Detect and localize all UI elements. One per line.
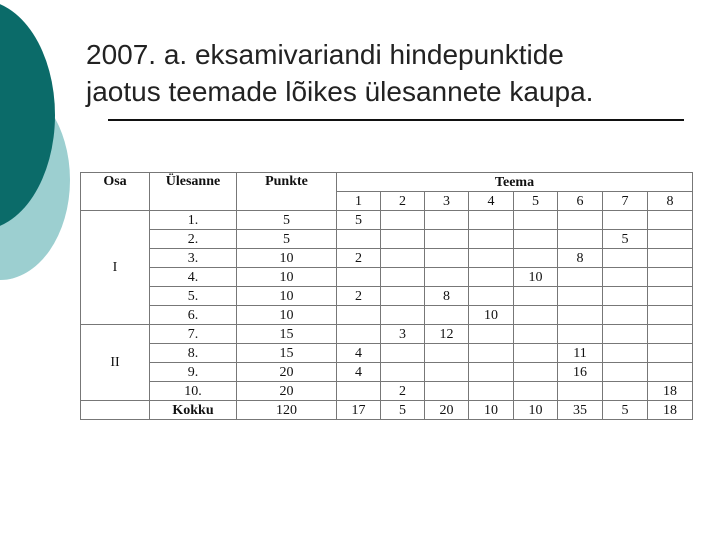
points-cell: 5 bbox=[237, 211, 337, 230]
task-cell: 4. bbox=[150, 268, 237, 287]
teema-cell bbox=[603, 249, 648, 268]
teema-cell bbox=[425, 382, 469, 401]
header-row bbox=[81, 173, 693, 192]
teema-cell bbox=[514, 382, 558, 401]
table-row bbox=[81, 306, 693, 325]
teema-cell bbox=[425, 344, 469, 363]
teema-cell bbox=[603, 287, 648, 306]
task-cell: 6. bbox=[150, 306, 237, 325]
total-teema-cell: 5 bbox=[603, 401, 648, 420]
teema-cell bbox=[558, 382, 603, 401]
teema-cell bbox=[381, 363, 425, 382]
teema-cell bbox=[425, 363, 469, 382]
task-cell: 8. bbox=[150, 344, 237, 363]
teema-cell bbox=[648, 211, 693, 230]
table-row bbox=[81, 249, 693, 268]
header-osa: Osa bbox=[81, 173, 150, 211]
table-row bbox=[81, 211, 693, 230]
teema-cell: 8 bbox=[425, 287, 469, 306]
teema-cell: 5 bbox=[337, 211, 381, 230]
teema-cell bbox=[603, 268, 648, 287]
points-cell: 20 bbox=[237, 382, 337, 401]
teema-number: 5 bbox=[514, 192, 558, 211]
teema-cell bbox=[469, 382, 514, 401]
teema-cell bbox=[381, 287, 425, 306]
total-label: Kokku bbox=[150, 401, 237, 420]
task-cell: 5. bbox=[150, 287, 237, 306]
points-cell: 10 bbox=[237, 268, 337, 287]
title-divider bbox=[108, 119, 684, 121]
teema-cell bbox=[514, 287, 558, 306]
total-teema-cell: 17 bbox=[337, 401, 381, 420]
header-ylesanne: Ülesanne bbox=[150, 173, 237, 211]
teema-cell bbox=[425, 230, 469, 249]
header-punkte: Punkte bbox=[237, 173, 337, 211]
osa-cell: I bbox=[81, 211, 150, 325]
total-teema-cell: 20 bbox=[425, 401, 469, 420]
teema-cell bbox=[469, 268, 514, 287]
teema-cell: 2 bbox=[337, 249, 381, 268]
teema-cell: 2 bbox=[381, 382, 425, 401]
points-cell: 10 bbox=[237, 287, 337, 306]
teema-cell bbox=[425, 268, 469, 287]
slide-title bbox=[86, 36, 706, 110]
teema-cell bbox=[337, 325, 381, 344]
teema-cell bbox=[603, 325, 648, 344]
total-teema-cell: 18 bbox=[648, 401, 693, 420]
teema-cell bbox=[514, 249, 558, 268]
teema-cell bbox=[381, 344, 425, 363]
teema-cell bbox=[469, 249, 514, 268]
teema-cell bbox=[603, 382, 648, 401]
teema-cell bbox=[425, 306, 469, 325]
teema-number: 3 bbox=[425, 192, 469, 211]
teema-cell bbox=[603, 306, 648, 325]
teema-cell bbox=[381, 230, 425, 249]
teema-cell bbox=[425, 249, 469, 268]
teema-cell bbox=[558, 230, 603, 249]
teema-cell bbox=[648, 249, 693, 268]
points-cell: 15 bbox=[237, 325, 337, 344]
total-blank-cell bbox=[81, 401, 150, 420]
title-line-2: jaotus teemade lõikes ülesannete kaupa. bbox=[86, 76, 594, 107]
teema-cell: 10 bbox=[469, 306, 514, 325]
total-teema-cell: 10 bbox=[514, 401, 558, 420]
points-table bbox=[80, 172, 693, 420]
teema-cell bbox=[469, 344, 514, 363]
teema-cell bbox=[381, 249, 425, 268]
teema-cell bbox=[648, 325, 693, 344]
table-row bbox=[81, 382, 693, 401]
teema-cell bbox=[514, 230, 558, 249]
teema-cell bbox=[514, 344, 558, 363]
teema-cell bbox=[558, 211, 603, 230]
teema-cell bbox=[514, 363, 558, 382]
total-teema-cell: 35 bbox=[558, 401, 603, 420]
teema-cell: 11 bbox=[558, 344, 603, 363]
table-row bbox=[81, 363, 693, 382]
teema-cell: 4 bbox=[337, 344, 381, 363]
teema-cell bbox=[381, 211, 425, 230]
teema-cell bbox=[514, 325, 558, 344]
table-row bbox=[81, 268, 693, 287]
teema-cell: 8 bbox=[558, 249, 603, 268]
table-row bbox=[81, 230, 693, 249]
teema-cell: 3 bbox=[381, 325, 425, 344]
teema-cell: 2 bbox=[337, 287, 381, 306]
teema-cell bbox=[648, 306, 693, 325]
teema-cell bbox=[558, 306, 603, 325]
header-teema: Teema bbox=[337, 173, 693, 192]
teema-cell: 10 bbox=[514, 268, 558, 287]
teema-cell bbox=[425, 211, 469, 230]
teema-number: 7 bbox=[603, 192, 648, 211]
task-cell: 9. bbox=[150, 363, 237, 382]
table-row bbox=[81, 287, 693, 306]
points-cell: 5 bbox=[237, 230, 337, 249]
teema-cell bbox=[337, 306, 381, 325]
teema-number: 8 bbox=[648, 192, 693, 211]
total-teema-cell: 10 bbox=[469, 401, 514, 420]
task-cell: 7. bbox=[150, 325, 237, 344]
teema-cell bbox=[648, 363, 693, 382]
teema-cell: 4 bbox=[337, 363, 381, 382]
teema-cell bbox=[469, 230, 514, 249]
points-cell: 20 bbox=[237, 363, 337, 382]
teema-cell bbox=[648, 230, 693, 249]
table-row bbox=[81, 344, 693, 363]
teema-cell bbox=[381, 306, 425, 325]
teema-cell bbox=[514, 211, 558, 230]
teema-cell bbox=[558, 287, 603, 306]
teema-cell bbox=[514, 306, 558, 325]
teema-cell: 16 bbox=[558, 363, 603, 382]
points-cell: 10 bbox=[237, 249, 337, 268]
teema-cell bbox=[603, 344, 648, 363]
teema-cell bbox=[469, 287, 514, 306]
total-teema-cell: 5 bbox=[381, 401, 425, 420]
teema-cell bbox=[558, 325, 603, 344]
teema-number: 1 bbox=[337, 192, 381, 211]
teema-cell bbox=[558, 268, 603, 287]
teema-cell bbox=[381, 268, 425, 287]
teema-cell bbox=[648, 344, 693, 363]
teema-cell: 18 bbox=[648, 382, 693, 401]
teema-number: 6 bbox=[558, 192, 603, 211]
teema-number: 2 bbox=[381, 192, 425, 211]
osa-cell: II bbox=[81, 325, 150, 401]
teema-cell bbox=[603, 211, 648, 230]
teema-cell: 12 bbox=[425, 325, 469, 344]
points-cell: 15 bbox=[237, 344, 337, 363]
task-cell: 1. bbox=[150, 211, 237, 230]
teema-cell bbox=[469, 325, 514, 344]
teema-cell: 5 bbox=[603, 230, 648, 249]
teema-cell bbox=[648, 287, 693, 306]
teema-cell bbox=[469, 211, 514, 230]
teema-cell bbox=[469, 363, 514, 382]
task-cell: 2. bbox=[150, 230, 237, 249]
task-cell: 10. bbox=[150, 382, 237, 401]
total-row bbox=[81, 401, 693, 420]
teema-cell bbox=[337, 230, 381, 249]
points-cell: 10 bbox=[237, 306, 337, 325]
teema-cell bbox=[603, 363, 648, 382]
total-points: 120 bbox=[237, 401, 337, 420]
teema-cell bbox=[337, 382, 381, 401]
teema-cell bbox=[648, 268, 693, 287]
table-row bbox=[81, 325, 693, 344]
title-line-1: 2007. a. eksamivariandi hindepunktide bbox=[86, 39, 564, 70]
task-cell: 3. bbox=[150, 249, 237, 268]
teema-cell bbox=[337, 268, 381, 287]
teema-number: 4 bbox=[469, 192, 514, 211]
